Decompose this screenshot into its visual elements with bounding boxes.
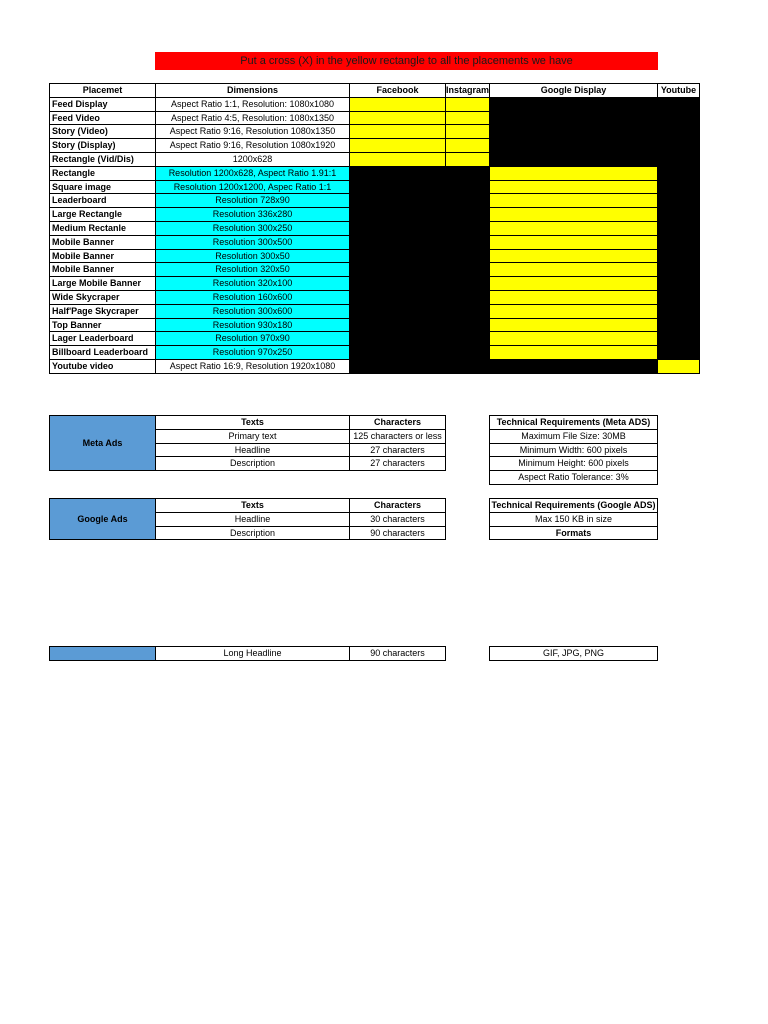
placement-dimensions: Resolution 300x600 (155, 304, 350, 319)
youtube-cell-disabled (657, 345, 700, 360)
meta-text-type: Headline (155, 443, 350, 458)
meta-text-type: Description (155, 456, 350, 471)
long-headline-text: Long Headline (155, 646, 350, 661)
facebook-cell-disabled (349, 359, 446, 374)
google-display-cell-checkbox[interactable] (489, 345, 658, 360)
placement-dimensions: Aspect Ratio 9:16, Resolution 1080x1350 (155, 124, 350, 139)
google-character-limit: 90 characters (349, 526, 446, 541)
meta-ads-label: Meta Ads (49, 415, 156, 471)
instagram-cell-disabled (445, 345, 490, 360)
google-display-cell-checkbox[interactable] (489, 221, 658, 236)
google-texts-header: Texts (155, 498, 350, 513)
google-display-cell-checkbox[interactable] (489, 207, 658, 222)
instagram-cell-disabled (445, 359, 490, 374)
facebook-cell-checkbox[interactable] (349, 111, 446, 126)
facebook-cell-disabled (349, 207, 446, 222)
youtube-cell-disabled (657, 304, 700, 319)
youtube-cell-disabled (657, 276, 700, 291)
youtube-cell-disabled (657, 152, 700, 167)
placement-dimensions: Resolution 930x180 (155, 318, 350, 333)
youtube-cell-disabled (657, 221, 700, 236)
google-formats-label: Formats (489, 526, 658, 541)
instagram-cell-disabled (445, 166, 490, 181)
google-display-header: Google Display (489, 83, 658, 98)
facebook-cell-disabled (349, 290, 446, 305)
youtube-cell-disabled (657, 138, 700, 153)
placement-name: Large Mobile Banner (49, 276, 156, 291)
youtube-cell-disabled (657, 180, 700, 195)
facebook-cell-disabled (349, 235, 446, 250)
youtube-cell-disabled (657, 124, 700, 139)
youtube-cell-disabled (657, 249, 700, 264)
instagram-cell-disabled (445, 331, 490, 346)
placement-name: Billboard Leaderboard (49, 345, 156, 360)
meta-character-limit: 27 characters (349, 456, 446, 471)
google-display-cell-checkbox[interactable] (489, 318, 658, 333)
youtube-cell-disabled (657, 290, 700, 305)
long-headline-limit: 90 characters (349, 646, 446, 661)
placement-dimensions: Resolution 336x280 (155, 207, 350, 222)
google-display-cell-disabled (489, 124, 658, 139)
placement-name: Mobile Banner (49, 235, 156, 250)
meta-text-type: Primary text (155, 429, 350, 444)
placement-dimensions: Resolution 320x100 (155, 276, 350, 291)
placement-dimensions: Aspect Ratio 4:5, Resolution: 1080x1350 (155, 111, 350, 126)
meta-tech-requirement: Maximum File Size: 30MB (489, 429, 658, 444)
google-display-cell-checkbox[interactable] (489, 166, 658, 181)
facebook-header: Facebook (349, 83, 446, 98)
placement-name: Square image (49, 180, 156, 195)
youtube-cell-disabled (657, 97, 700, 112)
google-text-type: Headline (155, 512, 350, 527)
google-ads-label-continued (49, 646, 156, 661)
placement-name: Rectangle (Vid/Dis) (49, 152, 156, 167)
placement-name: Mobile Banner (49, 262, 156, 277)
placement-dimensions: Resolution 300x50 (155, 249, 350, 264)
instagram-cell-disabled (445, 207, 490, 222)
placement-name: Leaderboard (49, 193, 156, 208)
google-display-cell-disabled (489, 97, 658, 112)
youtube-cell-disabled (657, 235, 700, 250)
placement-name: Feed Video (49, 111, 156, 126)
facebook-cell-checkbox[interactable] (349, 152, 446, 167)
placement-dimensions: Aspect Ratio 9:16, Resolution 1080x1920 (155, 138, 350, 153)
google-display-cell-checkbox[interactable] (489, 235, 658, 250)
google-display-cell-disabled (489, 359, 658, 374)
placement-header: Placemet (49, 83, 156, 98)
google-display-cell-disabled (489, 111, 658, 126)
youtube-cell-disabled (657, 262, 700, 277)
google-characters-header: Characters (349, 498, 446, 513)
placement-dimensions: Resolution 970x250 (155, 345, 350, 360)
placement-dimensions: Resolution 160x600 (155, 290, 350, 305)
google-display-cell-checkbox[interactable] (489, 331, 658, 346)
meta-tech-requirement: Aspect Ratio Tolerance: 3% (489, 470, 658, 485)
google-ads-label: Google Ads (49, 498, 156, 540)
placement-name: Top Banner (49, 318, 156, 333)
facebook-cell-disabled (349, 276, 446, 291)
placement-name: Large Rectangle (49, 207, 156, 222)
instagram-cell-disabled (445, 276, 490, 291)
placement-dimensions: Resolution 970x90 (155, 331, 350, 346)
dimensions-header: Dimensions (155, 83, 350, 98)
instagram-cell-disabled (445, 180, 490, 195)
facebook-cell-checkbox[interactable] (349, 138, 446, 153)
placement-dimensions: Resolution 1200x1200, Aspec Ratio 1:1 (155, 180, 350, 195)
facebook-cell-disabled (349, 180, 446, 195)
google-display-cell-checkbox[interactable] (489, 249, 658, 264)
youtube-cell-disabled (657, 207, 700, 222)
placement-name: Youtube video (49, 359, 156, 374)
google-display-cell-checkbox[interactable] (489, 276, 658, 291)
placement-name: Wide Skycraper (49, 290, 156, 305)
meta-tech-requirement: Minimum Height: 600 pixels (489, 456, 658, 471)
facebook-cell-disabled (349, 249, 446, 264)
instagram-cell-checkbox[interactable] (445, 138, 490, 153)
instagram-cell-checkbox[interactable] (445, 152, 490, 167)
google-formats-value: GIF, JPG, PNG (489, 646, 658, 661)
meta-character-limit: 27 characters (349, 443, 446, 458)
google-character-limit: 30 characters (349, 512, 446, 527)
youtube-cell-disabled (657, 111, 700, 126)
facebook-cell-disabled (349, 262, 446, 277)
facebook-cell-disabled (349, 318, 446, 333)
facebook-cell-disabled (349, 221, 446, 236)
google-display-cell-checkbox[interactable] (489, 304, 658, 319)
placement-dimensions: Resolution 1200x628, Aspect Ratio 1.91:1 (155, 166, 350, 181)
facebook-cell-disabled (349, 331, 446, 346)
meta-tech-requirement: Minimum Width: 600 pixels (489, 443, 658, 458)
instagram-cell-checkbox[interactable] (445, 97, 490, 112)
meta-characters-header: Characters (349, 415, 446, 430)
youtube-cell-disabled (657, 318, 700, 333)
placement-dimensions: Aspect Ratio 1:1, Resolution: 1080x1080 (155, 97, 350, 112)
instagram-cell-disabled (445, 193, 490, 208)
youtube-header: Youtube (657, 83, 700, 98)
google-tech-requirement: Max 150 KB in size (489, 512, 658, 527)
google-text-type: Description (155, 526, 350, 541)
placement-dimensions: Resolution 300x500 (155, 235, 350, 250)
facebook-cell-checkbox[interactable] (349, 124, 446, 139)
placement-name: Half'Page Skycraper (49, 304, 156, 319)
placement-dimensions: Resolution 320x50 (155, 262, 350, 277)
google-tech-header: Technical Requirements (Google ADS) (489, 498, 658, 513)
instagram-cell-disabled (445, 304, 490, 319)
google-display-cell-checkbox[interactable] (489, 290, 658, 305)
instagram-cell-checkbox[interactable] (445, 124, 490, 139)
google-display-cell-disabled (489, 138, 658, 153)
google-display-cell-checkbox[interactable] (489, 262, 658, 277)
instagram-cell-disabled (445, 221, 490, 236)
youtube-cell-disabled (657, 166, 700, 181)
youtube-cell-checkbox[interactable] (657, 359, 700, 374)
instagram-cell-checkbox[interactable] (445, 111, 490, 126)
placement-name: Feed Display (49, 97, 156, 112)
placement-dimensions: Resolution 300x250 (155, 221, 350, 236)
facebook-cell-disabled (349, 166, 446, 181)
placement-name: Story (Video) (49, 124, 156, 139)
facebook-cell-disabled (349, 193, 446, 208)
instagram-cell-disabled (445, 235, 490, 250)
instagram-header: Instagram (445, 83, 490, 98)
placement-dimensions: Resolution 728x90 (155, 193, 350, 208)
google-display-cell-checkbox[interactable] (489, 180, 658, 195)
instagram-cell-disabled (445, 318, 490, 333)
google-display-cell-checkbox[interactable] (489, 193, 658, 208)
instruction-banner: Put a cross (X) in the yellow rectangle to all the placements we have (155, 52, 658, 70)
placement-name: Story (Display) (49, 138, 156, 153)
placement-dimensions: Aspect Ratio 16:9, Resolution 1920x1080 (155, 359, 350, 374)
facebook-cell-checkbox[interactable] (349, 97, 446, 112)
meta-character-limit: 125 characters or less (349, 429, 446, 444)
meta-texts-header: Texts (155, 415, 350, 430)
youtube-cell-disabled (657, 331, 700, 346)
facebook-cell-disabled (349, 304, 446, 319)
placement-name: Lager Leaderboard (49, 331, 156, 346)
instagram-cell-disabled (445, 262, 490, 277)
instagram-cell-disabled (445, 249, 490, 264)
google-display-cell-disabled (489, 152, 658, 167)
placement-name: Rectangle (49, 166, 156, 181)
placement-name: Medium Rectanle (49, 221, 156, 236)
placement-name: Mobile Banner (49, 249, 156, 264)
youtube-cell-disabled (657, 193, 700, 208)
meta-tech-header: Technical Requirements (Meta ADS) (489, 415, 658, 430)
instagram-cell-disabled (445, 290, 490, 305)
facebook-cell-disabled (349, 345, 446, 360)
placement-dimensions: 1200x628 (155, 152, 350, 167)
